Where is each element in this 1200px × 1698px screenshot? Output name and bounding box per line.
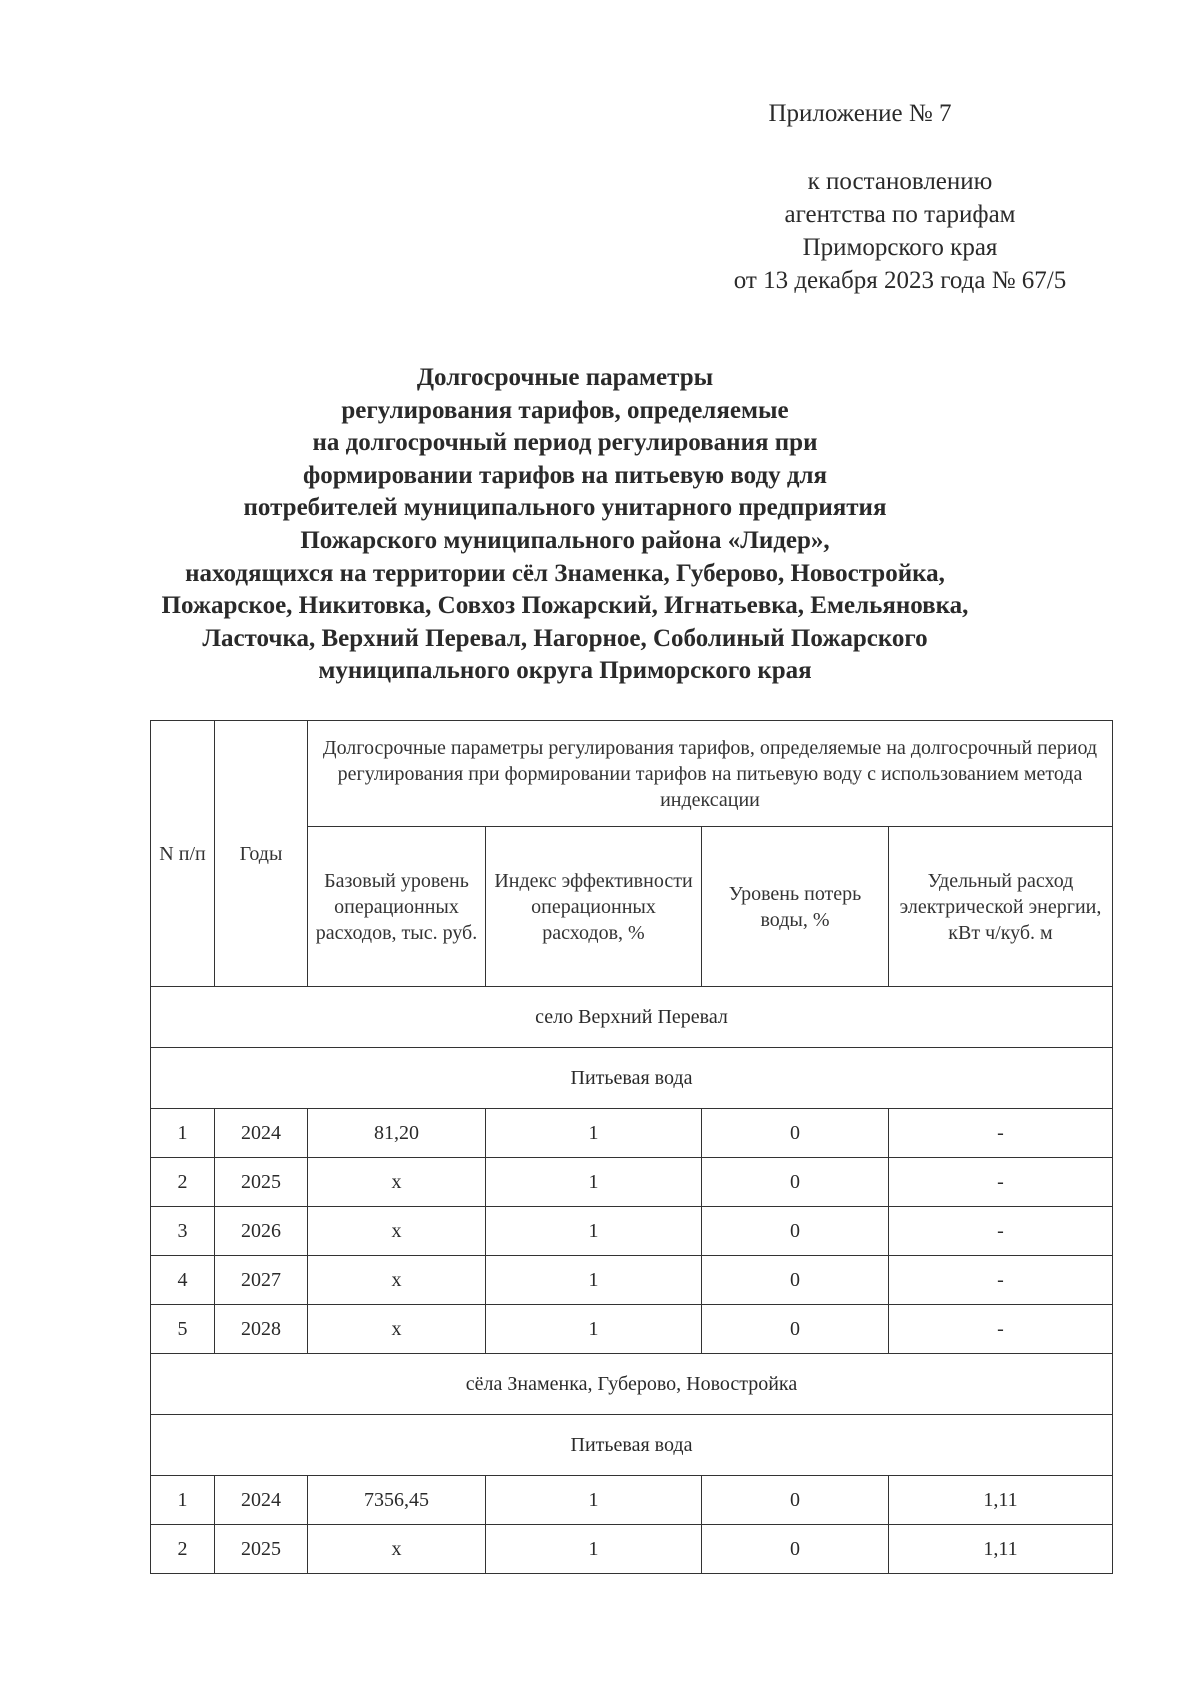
cell-year: 2024 xyxy=(215,1476,308,1525)
cell-base-costs: x xyxy=(308,1207,486,1256)
section-water: Питьевая вода xyxy=(151,1415,1113,1476)
table-row xyxy=(151,1476,1113,1525)
title-line: Пожарского муниципального района «Лидер», xyxy=(300,526,830,554)
parameters-table xyxy=(150,720,1113,1574)
cell-num: 2 xyxy=(151,1525,215,1574)
cell-efficiency-index: 1 xyxy=(486,1256,702,1305)
title-line: на долгосрочный период регулирования при xyxy=(312,429,818,457)
cell-efficiency-index: 1 xyxy=(486,1207,702,1256)
document-title xyxy=(150,362,980,688)
col-header-num: N п/п xyxy=(151,721,215,987)
col-header-years: Годы xyxy=(215,721,308,987)
table-row xyxy=(151,1207,1113,1256)
group-header: Долгосрочные параметры регулирования тарифов, определяемые на долгосрочный период регулирования при формировании тарифов на питьевую воду с использованием метода индексации xyxy=(308,721,1113,827)
section-water: Питьевая вода xyxy=(151,1048,1113,1109)
title-line: Долгосрочные параметры xyxy=(416,364,714,391)
cell-year: 2028 xyxy=(215,1305,308,1354)
cell-efficiency-index: 1 xyxy=(486,1158,702,1207)
annex-ref-line: от 13 декабря 2023 года № 67/5 xyxy=(733,267,1067,294)
annex-ref-line: к постановлению xyxy=(807,168,993,195)
title-line: муниципального округа Приморского края xyxy=(318,657,812,685)
title-line: формировании тарифов на питьевую воду для xyxy=(302,461,828,489)
col-header-efficiency-index: Индекс эффективности операционных расходов, % xyxy=(486,827,702,987)
annex-reference xyxy=(700,166,1100,298)
cell-efficiency-index: 1 xyxy=(486,1525,702,1574)
cell-base-costs: x xyxy=(308,1525,486,1574)
title-line: Ласточка, Верхний Перевал, Нагорное, Соболиный Пожарского xyxy=(202,624,928,652)
cell-base-costs: x xyxy=(308,1305,486,1354)
cell-base-costs: 7356,45 xyxy=(308,1476,486,1525)
table-row xyxy=(151,1256,1113,1305)
col-header-base-costs: Базовый уровень операционных расходов, тыс. руб. xyxy=(308,827,486,987)
cell-base-costs: x xyxy=(308,1256,486,1305)
section-place: село Верхний Перевал xyxy=(151,987,1113,1048)
title-line: Пожарское, Никитовка, Совхоз Пожарский, Игнатьевка, Емельяновка, xyxy=(161,592,969,620)
cell-year: 2027 xyxy=(215,1256,308,1305)
cell-water-loss: 0 xyxy=(702,1158,889,1207)
cell-energy-use: 1,11 xyxy=(889,1525,1113,1574)
cell-efficiency-index: 1 xyxy=(486,1476,702,1525)
cell-energy-use: - xyxy=(889,1256,1113,1305)
cell-year: 2024 xyxy=(215,1109,308,1158)
cell-year: 2025 xyxy=(215,1525,308,1574)
cell-num: 1 xyxy=(151,1476,215,1525)
cell-efficiency-index: 1 xyxy=(486,1305,702,1354)
table-row xyxy=(151,1525,1113,1574)
cell-energy-use: - xyxy=(889,1158,1113,1207)
table-row xyxy=(151,1158,1113,1207)
cell-num: 1 xyxy=(151,1109,215,1158)
cell-water-loss: 0 xyxy=(702,1305,889,1354)
cell-energy-use: - xyxy=(889,1109,1113,1158)
cell-water-loss: 0 xyxy=(702,1109,889,1158)
annex-ref-line: Приморского края xyxy=(802,234,998,261)
title-line: находящихся на территории сёл Знаменка, Губерово, Новостройка, xyxy=(185,559,945,587)
table-row xyxy=(151,1305,1113,1354)
cell-energy-use: 1,11 xyxy=(889,1476,1113,1525)
cell-num: 3 xyxy=(151,1207,215,1256)
col-header-water-loss: Уровень потерь воды, % xyxy=(702,827,889,987)
cell-base-costs: x xyxy=(308,1158,486,1207)
cell-water-loss: 0 xyxy=(702,1476,889,1525)
cell-energy-use: - xyxy=(889,1305,1113,1354)
title-line: регулирования тарифов, определяемые xyxy=(341,396,789,424)
cell-num: 5 xyxy=(151,1305,215,1354)
cell-water-loss: 0 xyxy=(702,1256,889,1305)
table-row xyxy=(151,1109,1113,1158)
annex-ref-line: агентства по тарифам xyxy=(784,201,1016,228)
annex-number: Приложение № 7 xyxy=(768,100,952,127)
section-place: сёла Знаменка, Губерово, Новостройка xyxy=(151,1354,1113,1415)
cell-year: 2026 xyxy=(215,1207,308,1256)
title-line: потребителей муниципального унитарного предприятия xyxy=(243,494,887,522)
cell-base-costs: 81,20 xyxy=(308,1109,486,1158)
col-header-energy-use: Удельный расход электрической энергии, кВт ч/куб. м xyxy=(889,827,1113,987)
cell-energy-use: - xyxy=(889,1207,1113,1256)
cell-water-loss: 0 xyxy=(702,1525,889,1574)
cell-efficiency-index: 1 xyxy=(486,1109,702,1158)
cell-num: 4 xyxy=(151,1256,215,1305)
cell-water-loss: 0 xyxy=(702,1207,889,1256)
cell-num: 2 xyxy=(151,1158,215,1207)
cell-year: 2025 xyxy=(215,1158,308,1207)
